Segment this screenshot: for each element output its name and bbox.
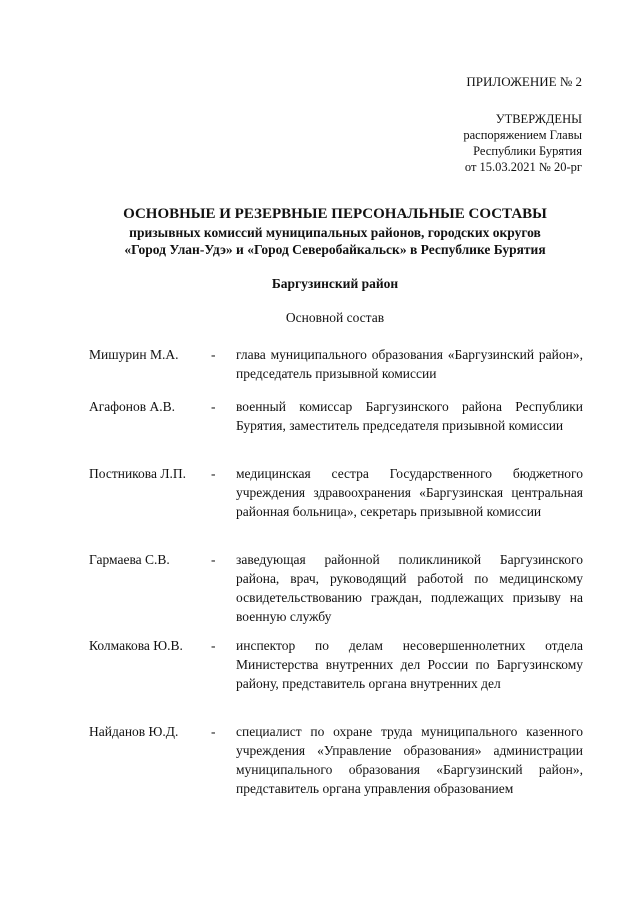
member-role: заведующая районной поликлиникой Баргузинского района, врач, руководящий работой по медицинскому освидетельствованию граждан, подлежащих призыву на военную службу xyxy=(236,552,583,624)
approved-line: Республики Бурятия xyxy=(473,144,582,158)
document-title xyxy=(60,205,610,258)
title-subline: призывных комиссий муниципальных районов, городских округов xyxy=(129,225,541,240)
member-name: Гармаева С.В. xyxy=(89,552,170,567)
member-dash: - xyxy=(211,638,216,653)
member-role: глава муниципального образования «Баргузинский район», председатель призывной комиссии xyxy=(236,347,583,381)
approved-line: распоряжением Главы xyxy=(463,128,582,142)
composition-heading: Основной состав xyxy=(285,310,385,325)
member-name: Агафонов А.В. xyxy=(89,399,176,414)
member-dash: - xyxy=(211,347,216,362)
member-role: военный комиссар Баргузинского района Республики Бурятия, заместитель председателя призывной комиссии xyxy=(236,399,583,433)
title-subline: «Город Улан-Удэ» и «Город Северобайкальск» в Республике Бурятия xyxy=(124,242,546,257)
approval-stamp xyxy=(463,111,582,175)
member-dash: - xyxy=(211,399,216,414)
member-dash: - xyxy=(211,552,216,567)
approved-line: УТВЕРЖДЕНЫ xyxy=(495,112,582,126)
member-dash: - xyxy=(211,724,216,739)
member-role: медицинская сестра Государственного бюджетного учреждения здравоохранения «Баргузинская центральная районная больница», секретарь призывной комиссии xyxy=(236,466,583,519)
annex-number: ПРИЛОЖЕНИЕ № 2 xyxy=(466,74,582,89)
district-heading: Баргузинский район xyxy=(271,276,399,291)
member-role: инспектор по делам несовершеннолетних отдела Министерства внутренних дел России по Баргузинскому району, представитель органа внутренних дел xyxy=(236,638,583,691)
approved-line: от 15.03.2021 № 20-рг xyxy=(464,160,582,174)
title-main: ОСНОВНЫЕ И РЕЗЕРВНЫЕ ПЕРСОНАЛЬНЫЕ СОСТАВЫ xyxy=(123,206,547,222)
member-name: Мишурин М.А. xyxy=(89,347,179,362)
member-dash: - xyxy=(211,466,216,481)
member-name: Найданов Ю.Д. xyxy=(89,724,179,739)
member-role: специалист по охране труда муниципального казенного учреждения «Управление образования» администрации муниципального образования «Баргузинский район», представитель органа управления образованием xyxy=(236,724,583,796)
member-name: Постникова Л.П. xyxy=(89,466,187,481)
member-name: Колмакова Ю.В. xyxy=(89,638,183,653)
